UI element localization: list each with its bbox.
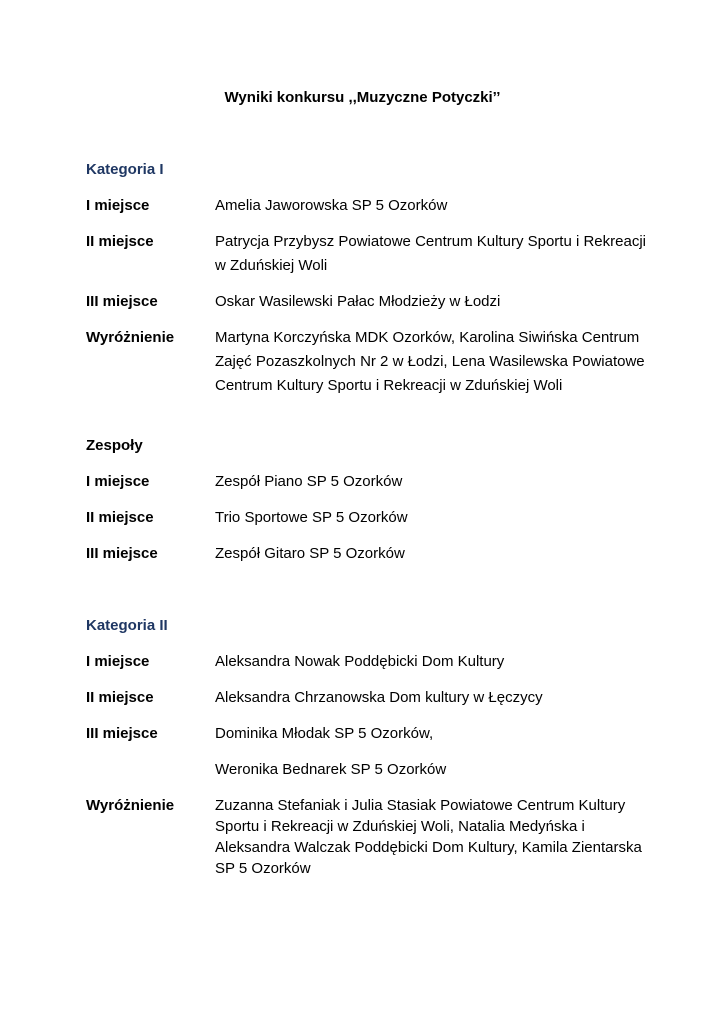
winner-text: Amelia Jaworowska SP 5 Ozorków: [215, 197, 448, 214]
winner-text: Aleksandra Nowak Poddębicki Dom Kultury: [215, 653, 505, 670]
document-title: Wyniki konkursu ,,Muzyczne Potyczki’’: [224, 89, 501, 106]
distinction-label: Wyróżnienie: [86, 797, 175, 814]
place-label: II miejsce: [86, 689, 154, 706]
place-label: I miejsce: [86, 197, 150, 214]
place-label: III miejsce: [86, 293, 158, 310]
winner-text: Dominika Młodak SP 5 Ozorków,: [215, 725, 434, 742]
winner-text: Oskar Wasilewski Pałac Młodzieży w Łodzi: [215, 293, 501, 310]
place-label: II miejsce: [86, 233, 154, 250]
winner-text: Zespół Gitaro SP 5 Ozorków: [215, 545, 405, 562]
teams-heading: Zespoły: [86, 437, 143, 454]
winner-text: Aleksandra Chrzanowska Dom kultury w Łęczycy: [215, 689, 543, 706]
place-label: II miejsce: [86, 509, 154, 526]
category-2-heading: Kategoria II: [86, 617, 168, 634]
winner-text: Zespół Piano SP 5 Ozorków: [215, 473, 403, 490]
place-label: III miejsce: [86, 545, 158, 562]
category-1-heading: Kategoria I: [86, 161, 164, 178]
winner-text: Zuzanna Stefaniak i Julia Stasiak Powiatowe Centrum Kultury Sportu i Rekreacji w Zduńskiej Woli, Natalia Medyńska i Aleksandra Walczak Poddębicki Dom Kultury, Kamila Zientarska SP 5 Ozorków: [215, 797, 642, 877]
winner-text: Patrycja Przybysz Powiatowe Centrum Kultury Sportu i Rekreacji w Zduńskiej Woli: [215, 233, 646, 274]
winner-text: Trio Sportowe SP 5 Ozorków: [215, 509, 408, 526]
place-label: I miejsce: [86, 653, 150, 670]
place-label: I miejsce: [86, 473, 150, 490]
winner-text: Weronika Bednarek SP 5 Ozorków: [215, 761, 447, 778]
winner-text: Martyna Korczyńska MDK Ozorków, Karolina Siwińska Centrum Zajęć Pozaszkolnych Nr 2 w Łodzi, Lena Wasilewska Powiatowe Centrum Kultury Sportu i Rekreacji w Zduńskiej Woli: [215, 329, 645, 394]
place-label: III miejsce: [86, 725, 158, 742]
distinction-label: Wyróżnienie: [86, 329, 175, 346]
